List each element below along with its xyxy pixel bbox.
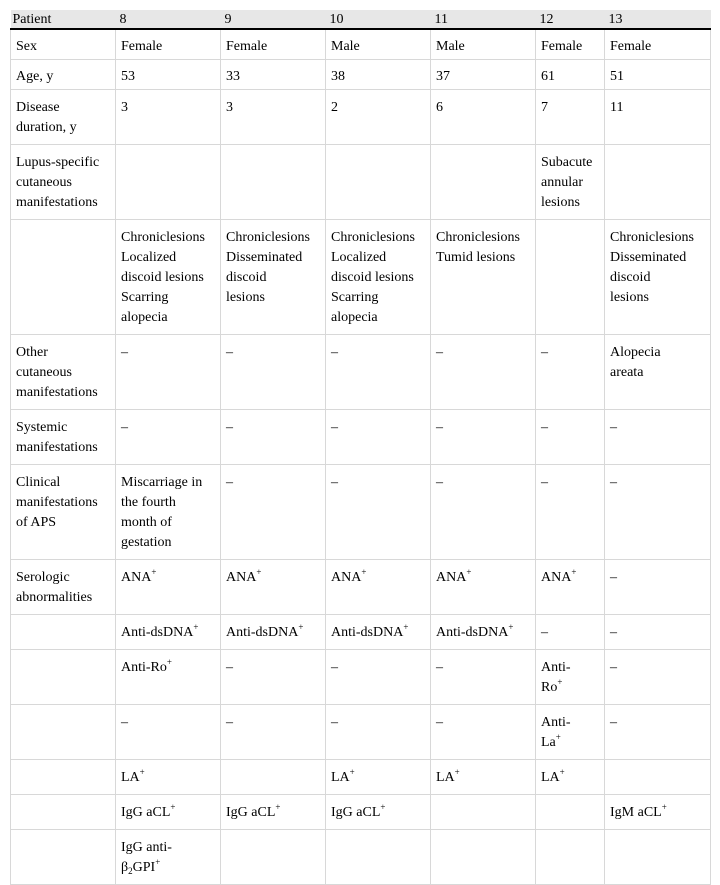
- cell: –: [221, 650, 326, 705]
- cell: 6: [431, 90, 536, 145]
- cell: –: [326, 335, 431, 410]
- cell-line: [541, 733, 600, 753]
- cell: 33: [221, 60, 326, 90]
- marker-text: LA: [436, 770, 455, 785]
- subscript: 2: [128, 866, 133, 876]
- cell: 53: [116, 60, 221, 90]
- cell-line: Tumid lesions: [436, 250, 516, 265]
- cell: 3: [116, 90, 221, 145]
- cell: [221, 220, 326, 335]
- row-label: [11, 650, 116, 705]
- cell: Male: [326, 29, 431, 60]
- positive-sup: +: [298, 622, 304, 632]
- cell: –: [431, 465, 536, 560]
- cell-line: lesions: [610, 290, 649, 305]
- cell: Male: [431, 29, 536, 60]
- marker-text: LA: [541, 770, 560, 785]
- cell: [116, 560, 221, 615]
- cell-line: Disseminated: [226, 250, 303, 265]
- row-sex: [11, 29, 711, 60]
- cell: [605, 145, 711, 220]
- marker-text: IgM aCL: [610, 805, 662, 820]
- cell: –: [536, 465, 605, 560]
- marker-text: Anti-Ro: [121, 660, 167, 675]
- cell-line: annular: [541, 175, 583, 190]
- cell: –: [605, 615, 711, 650]
- cell-line: month of: [121, 515, 172, 530]
- label-line: manifestations: [16, 440, 98, 455]
- cell: [536, 560, 605, 615]
- row-lupus-specific: [11, 145, 711, 220]
- cell-line: [541, 678, 600, 698]
- cell: [116, 795, 221, 830]
- cell: 3: [221, 90, 326, 145]
- positive-sup: +: [454, 767, 460, 777]
- cell-line: Anti-: [541, 660, 571, 675]
- cell: [326, 560, 431, 615]
- cell: [221, 145, 326, 220]
- cell: [326, 795, 431, 830]
- cell: –: [605, 410, 711, 465]
- cell: 7: [536, 90, 605, 145]
- marker-text: Ro: [541, 680, 558, 695]
- cell: [221, 760, 326, 795]
- header-patient-9: 9: [221, 10, 326, 29]
- marker-text: Anti-dsDNA: [121, 625, 194, 640]
- cell-line: discoid lesions: [331, 270, 414, 285]
- positive-sup: +: [661, 802, 667, 812]
- cell: [326, 615, 431, 650]
- cell: [536, 220, 605, 335]
- cell: –: [326, 705, 431, 760]
- row-serologic-ro: [11, 650, 711, 705]
- header-patient-11: 11: [431, 10, 536, 29]
- cell: –: [326, 465, 431, 560]
- row-disease-duration: [11, 90, 711, 145]
- marker-text: La: [541, 735, 556, 750]
- positive-sup: +: [559, 767, 565, 777]
- marker-text: Anti-dsDNA: [436, 625, 509, 640]
- row-serologic-b2gpi: [11, 830, 711, 885]
- cell: 61: [536, 60, 605, 90]
- cell: –: [536, 335, 605, 410]
- cell-line: areata: [610, 365, 644, 380]
- cell: [116, 830, 221, 885]
- cell: –: [221, 705, 326, 760]
- cell: [326, 220, 431, 335]
- label-line: Other: [16, 345, 48, 360]
- cell: 37: [431, 60, 536, 90]
- cell: 11: [605, 90, 711, 145]
- cell: [116, 760, 221, 795]
- positive-sup: +: [555, 732, 561, 742]
- cell-line: Chroniclesions: [121, 230, 205, 245]
- label-line: Clinical: [16, 475, 61, 490]
- row-age: [11, 60, 711, 90]
- row-label: [11, 465, 116, 560]
- cell: 38: [326, 60, 431, 90]
- label-line: manifestations: [16, 495, 98, 510]
- cell: –: [536, 615, 605, 650]
- marker-text: LA: [121, 770, 140, 785]
- row-serologic-ana: [11, 560, 711, 615]
- marker-text: LA: [331, 770, 350, 785]
- cell-line: Scarring: [121, 290, 169, 305]
- cell: –: [605, 560, 711, 615]
- cell: 51: [605, 60, 711, 90]
- cell: –: [326, 410, 431, 465]
- label-line: Lupus-specific: [16, 155, 100, 170]
- cell: –: [605, 465, 711, 560]
- row-label: [11, 705, 116, 760]
- header-patient-12: 12: [536, 10, 605, 29]
- cell: Female: [605, 29, 711, 60]
- label-line: Disease: [16, 100, 60, 115]
- row-label: [11, 145, 116, 220]
- positive-sup: +: [403, 622, 409, 632]
- cell: [431, 220, 536, 335]
- label-line: Serologic: [16, 570, 70, 585]
- cell: [605, 335, 711, 410]
- positive-sup: +: [361, 567, 367, 577]
- row-serologic-acl: [11, 795, 711, 830]
- header-patient-10: 10: [326, 10, 431, 29]
- cell: [605, 830, 711, 885]
- patient-table: [10, 10, 711, 885]
- row-chronic-lesions: [11, 220, 711, 335]
- marker-text: ANA: [331, 570, 362, 585]
- positive-sup: +: [349, 767, 355, 777]
- cell: –: [431, 650, 536, 705]
- cell: Female: [116, 29, 221, 60]
- row-serologic-dsdna: [11, 615, 711, 650]
- header-patient-8: 8: [116, 10, 221, 29]
- row-label: [11, 90, 116, 145]
- marker-text: ANA: [436, 570, 467, 585]
- cell: [221, 795, 326, 830]
- positive-sup: +: [193, 622, 199, 632]
- cell: [431, 615, 536, 650]
- positive-sup: +: [155, 857, 161, 867]
- label-line: manifestations: [16, 195, 98, 210]
- label-line: Systemic: [16, 420, 68, 435]
- cell: –: [605, 650, 711, 705]
- cell-line: IgG anti-: [121, 840, 172, 855]
- cell: –: [116, 335, 221, 410]
- cell: –: [536, 410, 605, 465]
- cell: [431, 560, 536, 615]
- cell: [536, 760, 605, 795]
- cell: [221, 560, 326, 615]
- positive-sup: +: [380, 802, 386, 812]
- positive-sup: +: [508, 622, 514, 632]
- label-line: of APS: [16, 515, 57, 530]
- row-clinical-aps: [11, 465, 711, 560]
- cell: –: [605, 705, 711, 760]
- positive-sup: +: [151, 567, 157, 577]
- cell: [536, 795, 605, 830]
- cell-line: alopecia: [121, 310, 168, 325]
- marker-text: Anti-dsDNA: [331, 625, 404, 640]
- cell: [116, 650, 221, 705]
- label-line: manifestations: [16, 385, 98, 400]
- cell: [116, 145, 221, 220]
- row-label: [11, 615, 116, 650]
- row-serologic-la-antibody: [11, 705, 711, 760]
- cell: Female: [536, 29, 605, 60]
- cell: [431, 830, 536, 885]
- cell-line: Alopecia: [610, 345, 661, 360]
- cell-line: Chroniclesions: [610, 230, 694, 245]
- label-line: duration, y: [16, 120, 77, 135]
- row-label: Age, y: [11, 60, 116, 90]
- cell: [536, 830, 605, 885]
- cell-line: Localized: [121, 250, 177, 265]
- marker-text: IgG aCL: [121, 805, 171, 820]
- cell-line: Localized: [331, 250, 387, 265]
- positive-sup: +: [166, 657, 172, 667]
- cell-line: Miscarriage in: [121, 475, 203, 490]
- cell: [605, 795, 711, 830]
- positive-sup: +: [275, 802, 281, 812]
- cell: –: [116, 410, 221, 465]
- row-systemic: [11, 410, 711, 465]
- positive-sup: +: [557, 677, 563, 687]
- cell-line: the fourth: [121, 495, 176, 510]
- cell-line: lesions: [541, 195, 580, 210]
- positive-sup: +: [571, 567, 577, 577]
- positive-sup: +: [466, 567, 472, 577]
- cell-line: alopecia: [331, 310, 378, 325]
- row-label: [11, 560, 116, 615]
- cell: [221, 615, 326, 650]
- cell: [536, 145, 605, 220]
- cell: [221, 830, 326, 885]
- beta-text: β: [121, 860, 129, 875]
- marker-text: Anti-dsDNA: [226, 625, 299, 640]
- cell-line: Chroniclesions: [436, 230, 520, 245]
- marker-text: ANA: [226, 570, 257, 585]
- cell-line: Anti-: [541, 715, 571, 730]
- cell: [536, 705, 605, 760]
- cell: [116, 220, 221, 335]
- marker-text: GPI: [132, 860, 156, 875]
- cell: Female: [221, 29, 326, 60]
- cell-line: Chroniclesions: [226, 230, 310, 245]
- cell-line: lesions: [226, 290, 265, 305]
- positive-sup: +: [170, 802, 176, 812]
- cell: –: [431, 335, 536, 410]
- cell: 2: [326, 90, 431, 145]
- cell-line: discoid: [610, 270, 651, 285]
- row-label: [11, 335, 116, 410]
- cell-line: [121, 858, 216, 878]
- header-patient: Patient: [11, 10, 116, 29]
- row-label: [11, 220, 116, 335]
- cell: –: [431, 705, 536, 760]
- row-label: [11, 830, 116, 885]
- cell: [431, 760, 536, 795]
- cell: –: [221, 465, 326, 560]
- cell-line: Scarring: [331, 290, 379, 305]
- cell: [116, 465, 221, 560]
- marker-text: ANA: [541, 570, 572, 585]
- cell: –: [431, 410, 536, 465]
- positive-sup: +: [256, 567, 262, 577]
- row-label: [11, 795, 116, 830]
- cell: –: [326, 650, 431, 705]
- cell-line: gestation: [121, 535, 172, 550]
- cell-line: discoid: [226, 270, 267, 285]
- cell: [326, 145, 431, 220]
- cell-line: Chroniclesions: [331, 230, 415, 245]
- marker-text: IgG aCL: [331, 805, 381, 820]
- row-serologic-lupus-anticoagulant: [11, 760, 711, 795]
- label-line: abnormalities: [16, 590, 93, 605]
- positive-sup: +: [139, 767, 145, 777]
- cell-line: discoid lesions: [121, 270, 204, 285]
- cell: [536, 650, 605, 705]
- marker-text: IgG aCL: [226, 805, 276, 820]
- cell: –: [116, 705, 221, 760]
- cell: [605, 220, 711, 335]
- row-label: [11, 410, 116, 465]
- cell: [605, 760, 711, 795]
- cell: [326, 830, 431, 885]
- row-other-cutaneous: [11, 335, 711, 410]
- cell: [326, 760, 431, 795]
- row-label: [11, 760, 116, 795]
- cell: –: [221, 410, 326, 465]
- header-row: [11, 10, 711, 29]
- label-line: cutaneous: [16, 175, 72, 190]
- cell: [431, 145, 536, 220]
- label-line: cutaneous: [16, 365, 72, 380]
- cell: [116, 615, 221, 650]
- cell: –: [221, 335, 326, 410]
- cell-line: Subacute: [541, 155, 593, 170]
- cell-line: Disseminated: [610, 250, 687, 265]
- marker-text: ANA: [121, 570, 152, 585]
- row-label: Sex: [11, 29, 116, 60]
- cell: [431, 795, 536, 830]
- header-patient-13: 13: [605, 10, 711, 29]
